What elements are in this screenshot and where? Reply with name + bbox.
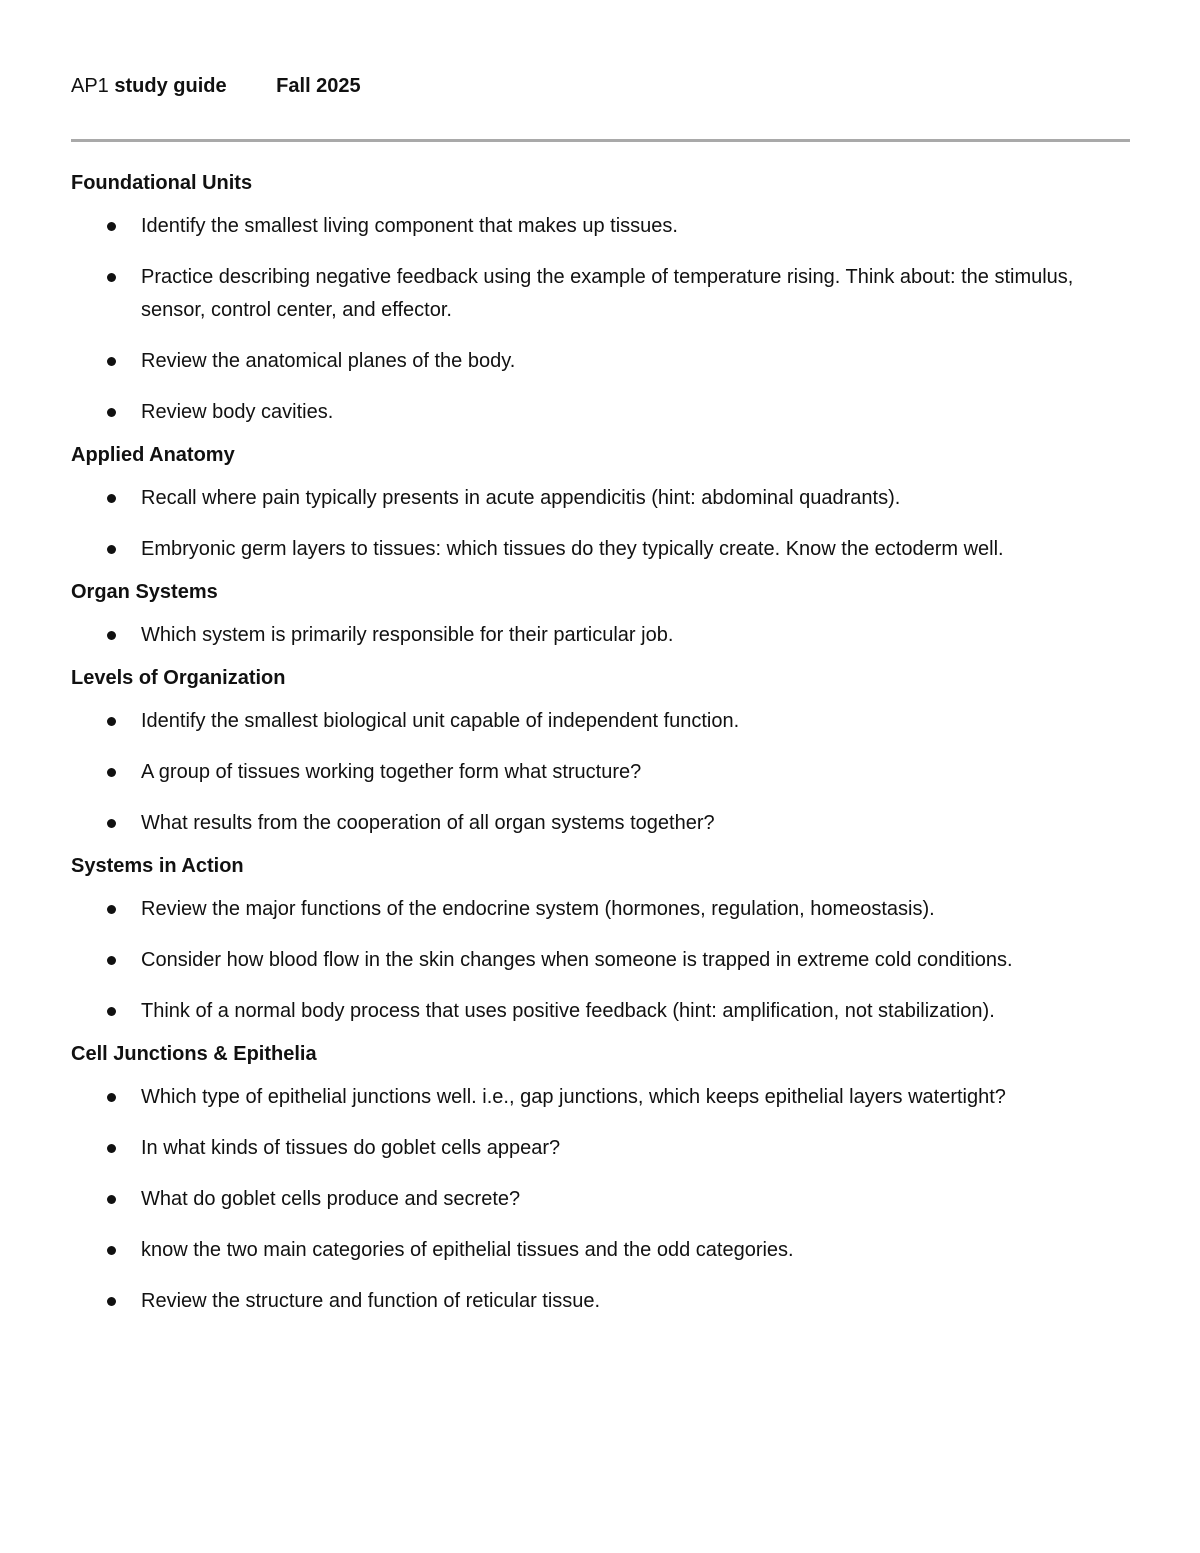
list-item: In what kinds of tissues do goblet cells appear? (71, 1132, 1131, 1165)
header-divider (71, 139, 1130, 142)
section-organ-systems (71, 579, 1131, 652)
list-item: Consider how blood flow in the skin changes when someone is trapped in extreme cold conditions. (71, 944, 1131, 977)
list-item: Review the major functions of the endocrine system (hormones, regulation, homeostasis). (71, 893, 1131, 926)
section-title: Levels of Organization (71, 667, 286, 689)
section-title: Systems in Action (71, 855, 244, 877)
section-cell-junctions-epithelia (71, 1041, 1131, 1318)
bullet-list (71, 210, 1131, 429)
list-item: What do goblet cells produce and secrete? (71, 1183, 1131, 1216)
term-label: Fall 2025 (276, 75, 361, 97)
list-item: Identify the smallest living component that makes up tissues. (71, 210, 1131, 243)
list-item: Embryonic germ layers to tissues: which tissues do they typically create. Know the ectoderm well. (71, 533, 1131, 566)
bullet-list (71, 482, 1131, 566)
list-item: Review body cavities. (71, 396, 1131, 429)
list-item: Think of a normal body process that uses positive feedback (hint: amplification, not stabilization). (71, 995, 1131, 1028)
section-title: Applied Anatomy (71, 444, 235, 466)
section-title: Cell Junctions & Epithelia (71, 1043, 317, 1065)
bullet-list (71, 619, 1131, 652)
section-levels-of-organization (71, 665, 1131, 840)
course-code: AP1 (71, 75, 109, 97)
section-title: Foundational Units (71, 172, 253, 194)
list-item: know the two main categories of epithelial tissues and the odd categories. (71, 1234, 1131, 1267)
guide-label: study guide (114, 75, 227, 97)
section-foundational-units (71, 170, 1131, 429)
list-item: Practice describing negative feedback using the example of temperature rising. Think about: the stimulus, sensor, control center, and effector. (71, 261, 1131, 327)
bullet-list (71, 1081, 1131, 1318)
section-applied-anatomy (71, 442, 1131, 566)
list-item: Review the anatomical planes of the body. (71, 345, 1131, 378)
study-guide-content (71, 170, 1131, 1331)
list-item: Recall where pain typically presents in acute appendicitis (hint: abdominal quadrants). (71, 482, 1131, 515)
list-item: Identify the smallest biological unit capable of independent function. (71, 705, 1131, 738)
list-item: Review the structure and function of reticular tissue. (71, 1285, 1131, 1318)
list-item: A group of tissues working together form what structure? (71, 756, 1131, 789)
list-item: What results from the cooperation of all organ systems together? (71, 807, 1131, 840)
document-header (71, 73, 361, 99)
section-systems-in-action (71, 853, 1131, 1028)
section-title: Organ Systems (71, 581, 218, 603)
bullet-list (71, 705, 1131, 840)
list-item: Which type of epithelial junctions well. i.e., gap junctions, which keeps epithelial layers watertight? (71, 1081, 1131, 1114)
list-item: Which system is primarily responsible for their particular job. (71, 619, 1131, 652)
bullet-list (71, 893, 1131, 1028)
